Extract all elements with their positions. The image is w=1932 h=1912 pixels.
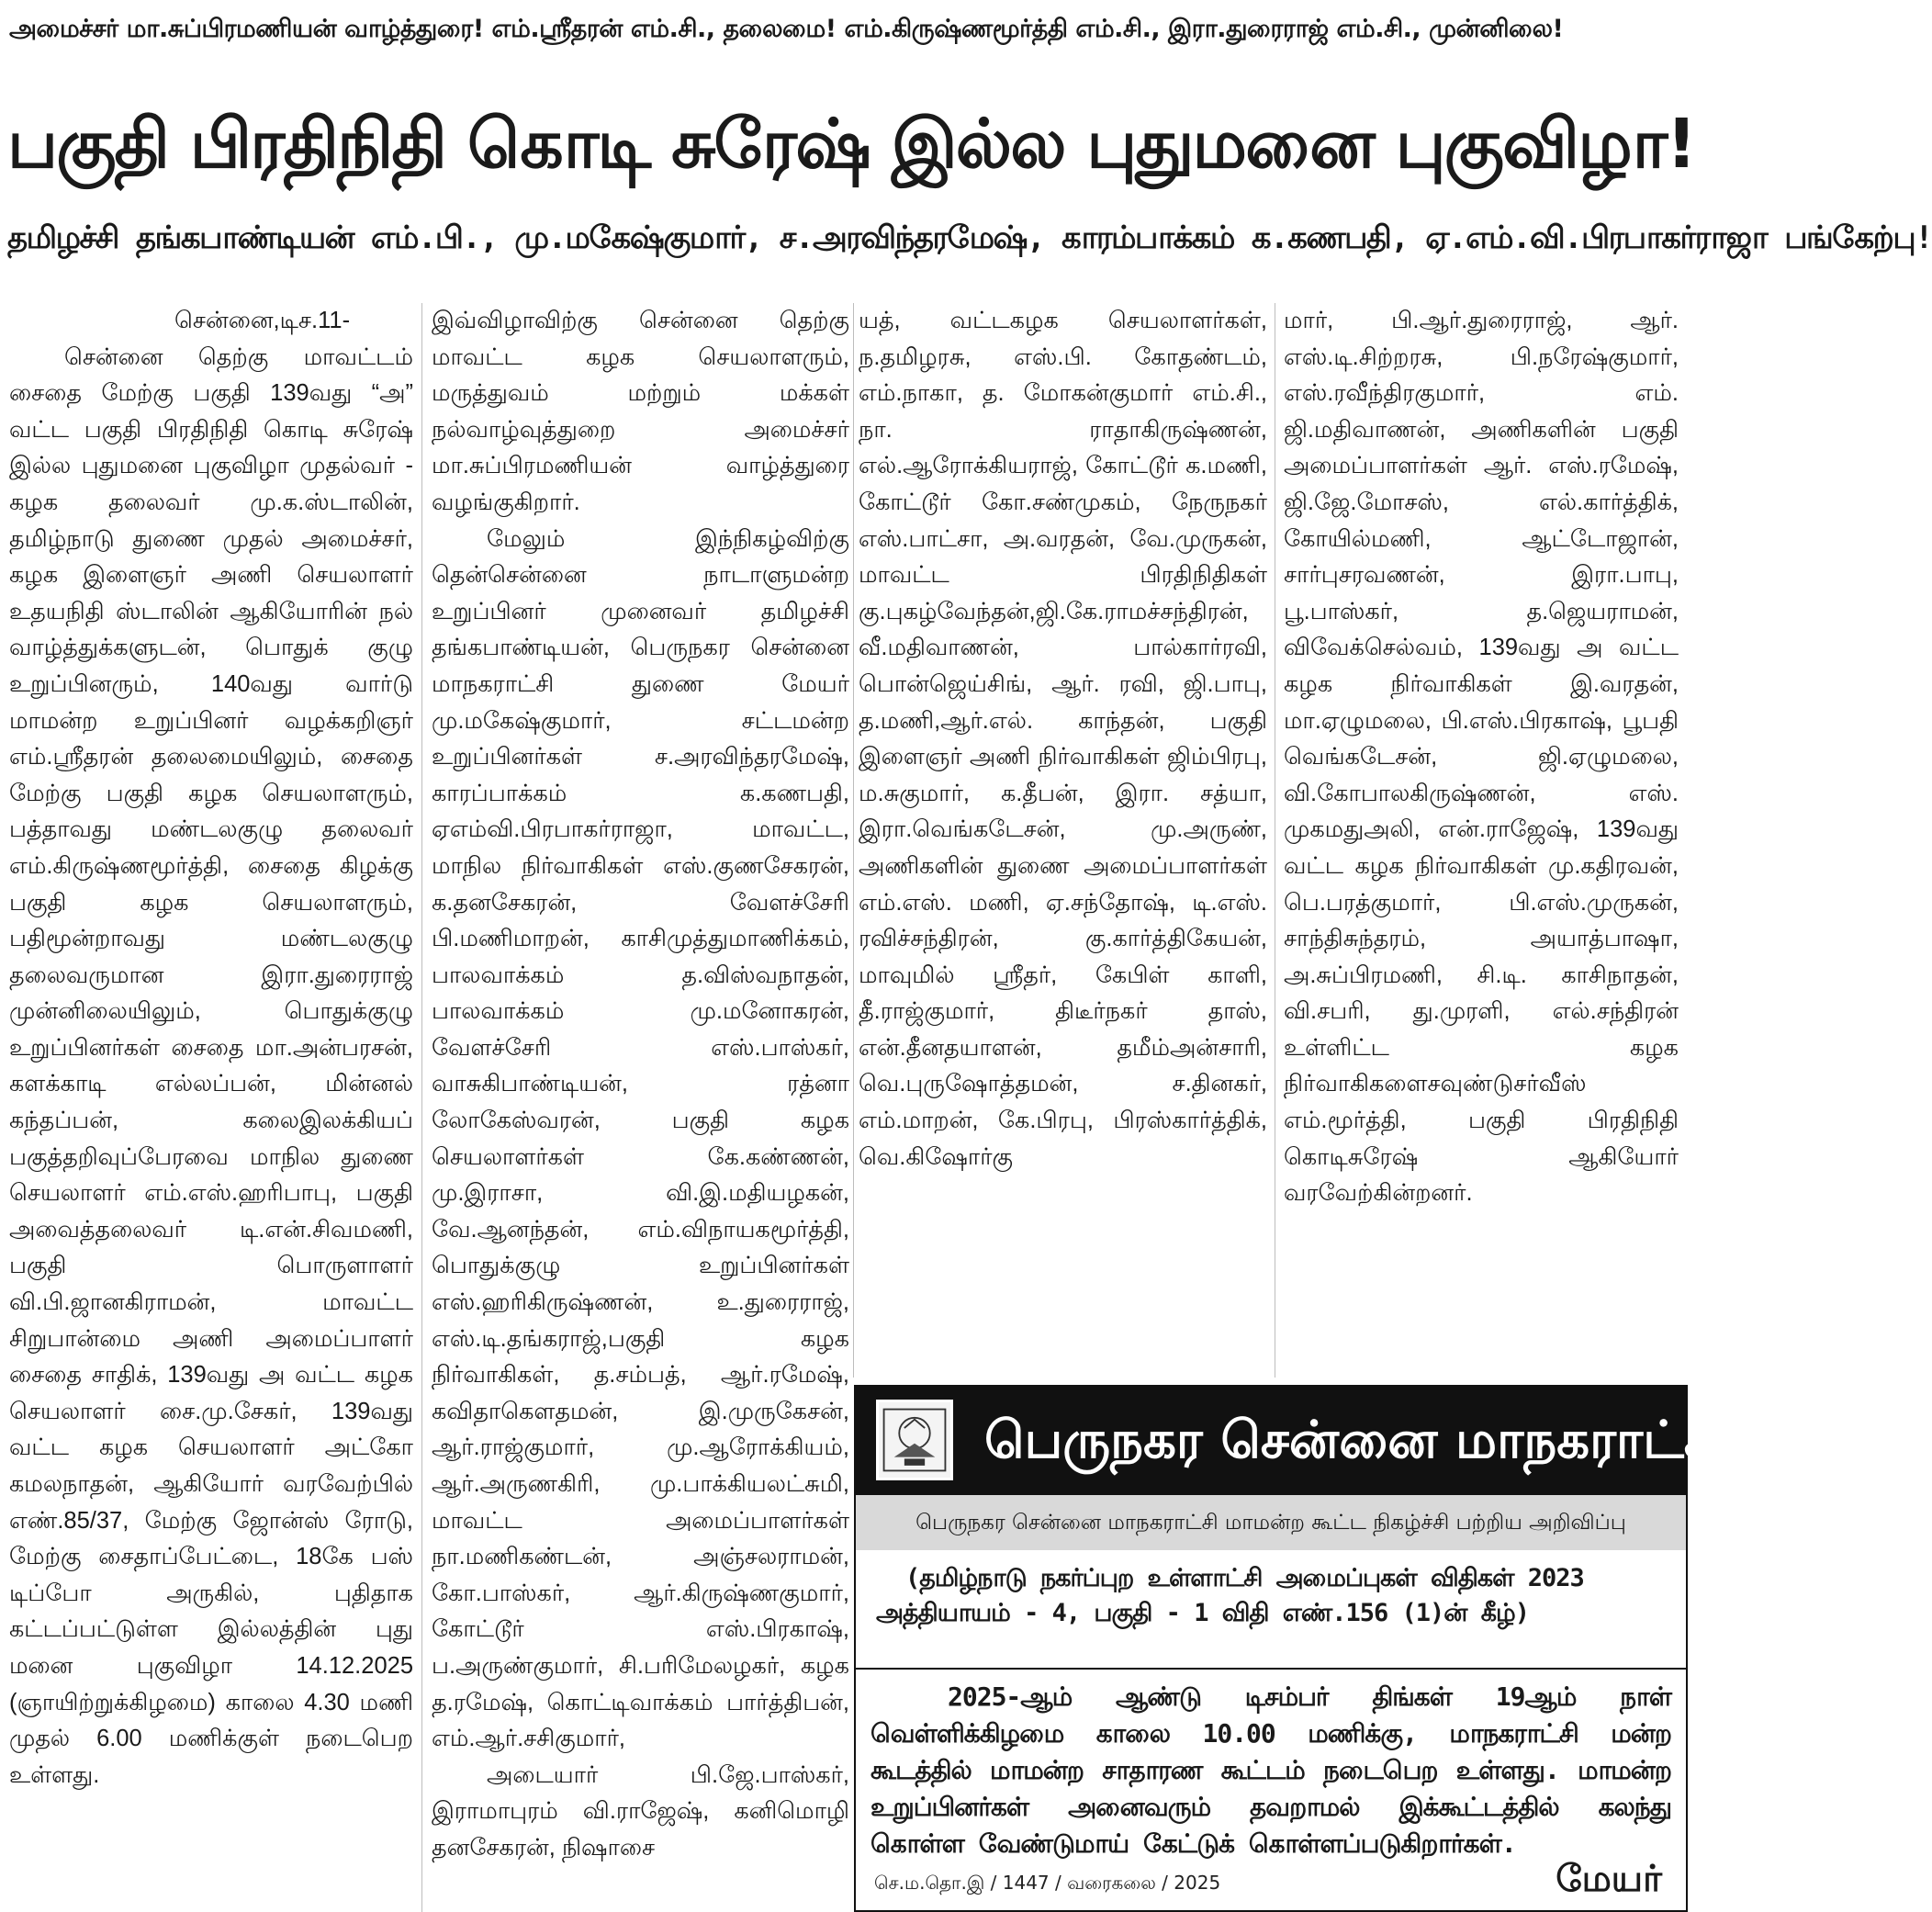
notice-rule-reference: [861, 1561, 1680, 1664]
article-column-4: [1284, 303, 1679, 1359]
kicker-line: அமைச்சர் மா.சுப்பிரமணியன் வாழ்த்துரை! எம்.ஸ்ரீதரன் எம்.சி., தலைமை! எம்.கிருஷ்ணமூர்த்தி எம்.சி., இரா.துரைராஜ் எம்.சி., முன்னிலை!: [9, 15, 1564, 43]
corporation-seal-icon: [876, 1400, 953, 1480]
corporation-notice: [854, 1385, 1724, 1912]
article-paragraph: சென்னை தெற்கு மாவட்டம் சைதை மேற்கு பகுதி 139வது “அ” வட்ட பகுதி பிரதிநிதி கொடி சுரேஷ் இல்ல புதுமனை புகுவிழா முதல்வர் - கழக தலைவர் மு.க.ஸ்டாலின், தமிழ்நாடு துணை முதல் அமைச்சர், கழக இளைஞர் அணி செயலாளர் உதயநிதி ஸ்டாலின் ஆகியோரின் நல் வாழ்த்துக்களுடன், பொதுக் குழு உறுப்பினரும், 140வது வார்டு மாமன்ற உறுப்பினர் வழக்கறிஞர் எம்.ஸ்ரீதரன் தலைமையிலும், சைதை மேற்கு பகுதி கழக செயலாளரும், பத்தாவது மண்டலகுழு தலைவர் எம்.கிருஷ்ணமூர்த்தி, சைதை கிழக்கு பகுதி கழக செயலாளரும், பதிமூன்றாவது மண்டலகுழு தலைவருமான இரா.துரைராஜ் முன்னிலையிலும், பொதுக்குழு உறுப்பினர்கள் சைதை மா.அன்பரசன், களக்காடி எல்லப்பன், மின்னல் கந்தப்பன், கலைஇலக்கியப் பகுத்தறிவுப்பேரவை மாநில துணை செயலாளர் எம்.எஸ்.ஹரிபாபு, பகுதி அவைத்தலைவர் டி.என்.சிவமணி, பகுதி பொருளாளர் வி.பி.ஜானகிராமன், மாவட்ட சிறுபான்மை அணி அமைப்பாளர் சைதை சாதிக், 139வது அ வட்ட கழக செயலாளர் சை.மு.சேகர், 139வது வட்ட கழக செயலாளர் அட்கோ கமலநாதன், ஆகியோர் வரவேற்பில் எண்.85/37, மேற்கு ஜோன்ஸ் ரோடு, மேற்கு சைதாப்பேட்டை, 18கே பஸ் டிப்போ அருகில், புதிதாக கட்டப்பட்டுள்ள இல்லத்தின் புது மனை புகுவிழா 14.12.2025 (ஞாயிற்றுக்கிழமை) காலை 4.30 மணி முதல் 6.00 மணிக்குள் நடைபெற உள்ளது.: [9, 343, 413, 1788]
article-paragraph: மார், பி.ஆர்.துரைராஜ், ஆர். எஸ்.டி.சிற்றரசு, பி.நரேஷ்குமார், எஸ்.ரவீந்திரகுமார், எம். ஜி.மதிவாணன், அணிகளின் பகுதி அமைப்பாளர்கள் ஆர். எஸ்.ரமேஷ், ஜி.ஜே.மோசஸ், எல்.கார்த்திக், கோயில்மணி, ஆட்டோஜான், சார்புசரவணன், இரா.பாபு, பூ.பாஸ்கர், த.ஜெயராமன், விவேக்செல்வம், 139வது அ வட்ட கழக நிர்வாகிகள் இ.வரதன், மா.ஏழுமலை, பி.எஸ்.பிரகாஷ், பூபதி வெங்கடேசன், ஜி.ஏழுமலை, வி.கோபாலகிருஷ்ணன், எஸ். முகமதுஅலி, என்.ராஜேஷ், 139வது வட்ட கழக நிர்வாகிகள் மு.கதிரவன், பெ.பரத்குமார், பி.எஸ்.முருகன், சாந்திசுந்தரம், அயாத்பாஷா, அ.சுப்பிரமணி, சி.டி. காசிநாதன், வி.சபரி, து.முரளி, எல்.சந்திரன் உள்ளிட்ட கழக நிர்வாகிகளைசவுண்டுசர்வீஸ் எம்.மூர்த்தி, பகுதி பிரதிநிதி கொடிசுரேஷ் ஆகியோர் வரவேற்கின்றனர்.: [1284, 308, 1679, 1207]
column-divider: [853, 303, 854, 1378]
rule-line-2: அத்தியாயம் - 4, பகுதி - 1 விதி எண்.156 (1)ன் கீழ்): [876, 1599, 1529, 1627]
subheadline: தமிழச்சி தங்கபாண்டியன் எம்.பி., மு.மகேஷ்குமார், ச.அரவிந்தரமேஷ், காரம்பாக்கம் க.கணபதி, ஏ.எம்.வி.பிரபாகர்ராஜா பங்கேற்பு!: [7, 219, 1932, 256]
notice-divider: [856, 1668, 1686, 1670]
notice-signature: மேயர்: [1556, 1858, 1662, 1900]
seal-graphic: [879, 1402, 950, 1478]
notice-subtitle: பெருநகர சென்னை மாநகராட்சி மாமன்ற கூட்ட நிகழ்ச்சி பற்றிய அறிவிப்பு: [856, 1495, 1686, 1550]
dateline: சென்னை,டிச.11-: [174, 308, 351, 333]
article-paragraph: அடையார் பி.ஜே.பாஸ்கர், இராமாபுரம் வி.ராஜேஷ், கனிமொழி தனசேகரன், நிஷாசை: [432, 1761, 849, 1861]
article-paragraph: யத், வட்டகழக செயலாளர்கள், ந.தமிழரசு, எஸ்.பி. கோதண்டம், எம்.நாகா, த. மோகன்குமார் எம்.சி., நா. ராதாகிருஷ்ணன், எல்.ஆரோக்கியராஜ், கோட்டூர் க.மணி, கோட்டூர் கோ.சண்முகம், நேருநகர் எஸ்.பாட்சா, அ.வரதன், வே.முருகன், மாவட்ட பிரதிநிதிகள் கு.புகழ்வேந்தன்,ஜி.கே.ராமச்சந்திரன், வீ.மதிவாணன், பால்கார்ரவி, பொன்ஜெய்சிங், ஆர். ரவி, ஜி.பாபு, த.மணி,ஆர்.எல். காந்தன், பகுதி இளைஞர் அணி நிர்வாகிகள் ஜிம்பிரபு, ம.சுகுமார், க.தீபன், இரா. சத்யா, இரா.வெங்கடேசன், மு.அருண், அணிகளின் துணை அமைப்பாளர்கள் எம்.எஸ். மணி, ஏ.சந்தோஷ், டி.எஸ். ரவிச்சந்திரன், கு.கார்த்திகேயன், மாவுமில் ஸ்ரீதர், கேபிள் காளி, தீ.ராஜ்குமார், திடீர்நகர் தாஸ், என்.தீனதயாளன், தமீம்அன்சாரி, வெ.புருஷோத்தமன், ச.தினகர், எம்.மாறன், கே.பிரபு, பிரஸ்கார்த்திக், வெ.கிஷோர்கு: [859, 308, 1267, 1170]
article-column-2: [432, 303, 849, 1912]
article-paragraph: இவ்விழாவிற்கு சென்னை தெற்கு மாவட்ட கழக செயலாளரும், மருத்துவம் மற்றும் மக்கள் நல்வாழ்வுத்துறை அமைச்சர் மா.சுப்பிரமணியன் வாழ்த்துரை வழங்குகிறார்.: [432, 308, 849, 515]
notice-reference-number: செ.ம.தொ.இ / 1447 / வரைகலை / 2025: [874, 1872, 1221, 1894]
headline: பகுதி பிரதிநிதி கொடி சுரேஷ் இல்ல புதுமனை புகுவிழா!: [7, 105, 1696, 184]
column-divider: [421, 303, 422, 1912]
rule-line-1: (தமிழ்நாடு நகர்ப்புற உள்ளாட்சி அமைப்புகள் விதிகள் 2023: [905, 1564, 1584, 1592]
article-column-1: [9, 303, 413, 1912]
notice-banner: [856, 1387, 1724, 1495]
notice-body: 2025-ஆம் ஆண்டு டிசம்பர் திங்கள் 19ஆம் நாள் வெள்ளிக்கிழமை காலை 10.00 மணிக்கு, மாநகராட்சி மன்ற கூடத்தில் மாமன்ற சாதாரண கூட்டம் நடைபெற உள்ளது. மாமன்ற உறுப்பினர்கள் அனைவரும் தவறாமல் இக்கூட்டத்தில் கலந்து கொள்ள வேண்டுமாய் கேட்டுக் கொள்ளப்படுகிறார்கள்.: [871, 1681, 1671, 1859]
article-paragraph: மேலும் இந்நிகழ்விற்கு தென்சென்னை நாடாளுமன்ற உறுப்பினர் முனைவர் தமிழச்சி தங்கபாண்டியன், பெருநகர சென்னை மாநகராட்சி துணை மேயர் மு.மகேஷ்குமார், சட்டமன்ற உறுப்பினர்கள் ச.அரவிந்தரமேஷ், காரப்பாக்கம் க.கணபதி, ஏஎம்வி.பிரபாகர்ராஜா, மாவட்ட, மாநில நிர்வாகிகள் எஸ்.குணசேகரன், க.தனசேகரன், வேளச்சேரி பி.மணிமாறன், காசிமுத்துமாணிக்கம், பாலவாக்கம் த.விஸ்வநாதன், பாலவாக்கம் மு.மனோகரன், வேளச்சேரி எஸ்.பாஸ்கர், வாசுகிபாண்டியன், ரத்னா லோகேஸ்வரன், பகுதி கழக செயலாளர்கள் கே.கண்ணன், மு.இராசா, வி.இ.மதியழகன், வே.ஆனந்தன், எம்.விநாயகமூர்த்தி, பொதுக்குழு உறுப்பினர்கள் எஸ்.ஹரிகிருஷ்ணன், உ.துரைராஜ், எஸ்.டி.தங்கராஜ்,பகுதி கழக நிர்வாகிகள், த.சம்பத், ஆர்.ரமேஷ், கவிதாகௌதமன், இ.முருகேசன், ஆர்.ராஜ்குமார், மு.ஆரோக்கியம், ஆர்.அருணகிரி, மு.பாக்கியலட்சுமி, மாவட்ட அமைப்பாளர்கள் நா.மணிகண்டன், அஞ்சலராமன், கோ.பாஸ்கர், ஆர்.கிருஷ்ணகுமார், கோட்டூர் எஸ்.பிரகாஷ், ப.அருண்குமார், சி.பரிமேலழகர், கழக த.ரமேஷ், கொட்டிவாக்கம் பார்த்திபன், எம்.ஆர்.சசிகுமார்,: [432, 525, 849, 1752]
notice-title: பெருநகர சென்னை மாநகராட்சி: [984, 1411, 1724, 1470]
